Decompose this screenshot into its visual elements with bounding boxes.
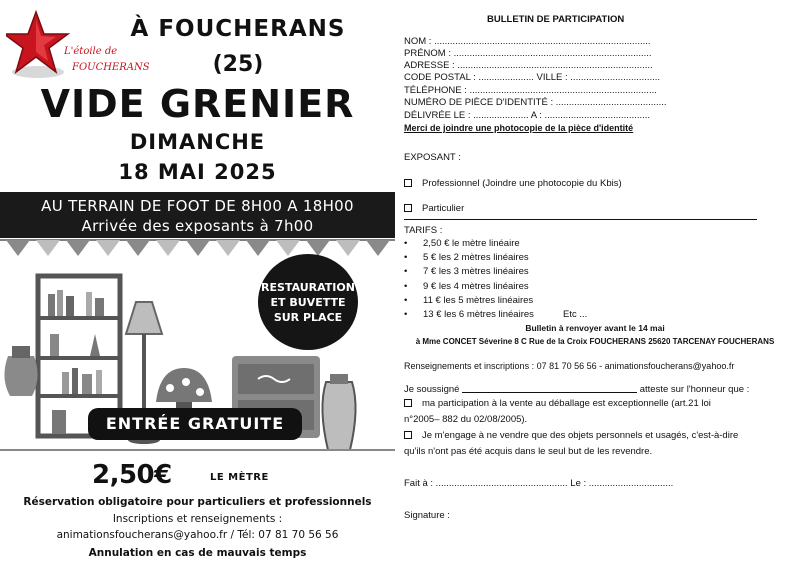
event-title: VIDE GRENIER [40, 82, 355, 126]
logo-text-line2: FOUCHERANS [72, 62, 150, 73]
form-title: BULLETIN DE PARTICIPATION [487, 14, 625, 25]
venue-hours: AU TERRAIN DE FOOT DE 8H00 A 18H00 [41, 197, 354, 215]
reservation-note: Réservation obligatoire pour particuliers et professionnels [23, 496, 372, 508]
declaration-start: Je soussigné [404, 384, 460, 395]
venue-banner [0, 192, 395, 238]
price-unit: LE MÈTRE [210, 472, 269, 483]
field-telephone[interactable]: TÉLÉPHONE : ....................................................................... [404, 85, 657, 96]
return-deadline: Bulletin à renvoyer avant le 14 mai [525, 323, 665, 333]
tarif-item: • 5 € les 2 mètres linéaires [404, 252, 529, 263]
tarif-etc: Etc ... [563, 309, 588, 320]
tarif-item: • 7 € les 3 mètres linéaires [404, 266, 529, 277]
contact-line: animationsfoucherans@yahoo.fr / Tél: 07 81 70 56 56 [56, 529, 339, 541]
option-professionnel[interactable] [404, 178, 622, 189]
option-particulier[interactable] [404, 203, 464, 214]
inscriptions-label: Inscriptions et renseignements : [112, 513, 283, 525]
badge-line3: SUR PLACE [273, 311, 343, 324]
tarif-item: • 13 € les 6 mètres linéaires [404, 309, 534, 320]
declaration-exceptional[interactable] [404, 398, 711, 409]
tarif-item: • 11 € les 5 mètres linéaires [404, 295, 534, 306]
tarif-text: 13 € les 6 mètres linéaires [423, 309, 534, 320]
signature-field[interactable]: Signature : [404, 510, 450, 521]
exhibitor-arrival: Arrivée des exposants à 7h00 [81, 217, 314, 235]
bunting-flags [0, 240, 395, 256]
restaurant-badge [258, 254, 358, 350]
tarif-text: 11 € les 5 mètres linéaires [423, 295, 534, 306]
vase-right [322, 374, 355, 450]
field-code-postal-ville[interactable]: CODE POSTAL : ..................... VILLE : .................................. [404, 72, 661, 83]
option-professionnel-label: Professionnel (Joindre une photocopie du Kbis) [422, 178, 622, 189]
section-divider [404, 219, 757, 220]
free-entry-label: ENTRÉE GRATUITE [88, 408, 302, 440]
logo-text-line1: L'étoile de [64, 46, 118, 57]
field-piece-identite[interactable]: NUMÉRO DE PIÈCE D'IDENTITÉ : .......................................... [404, 97, 667, 108]
declaration-2b: qu'ils n'ont pas été acquis dans le seul but de les revendre. [404, 446, 653, 457]
id-copy-note: Merci de joindre une photocopie de la pièce d'identité [404, 123, 634, 133]
field-adresse[interactable]: ADRESSE : .......................................................................... [404, 60, 653, 71]
tarif-item: • 2,50 € le mètre linéaire [404, 238, 520, 249]
declaration-2a: Je m'engage à ne vendre que des objets personnels et usagés, c'est-à-dire [422, 430, 739, 441]
field-delivree-le[interactable]: DÉLIVRÉE LE : ..................... A : ........................................ [404, 110, 651, 121]
event-day: DIMANCHE [129, 130, 266, 154]
declaration-personal[interactable] [404, 430, 738, 441]
declaration-line [404, 384, 749, 395]
price-per-meter: 2,50€ [92, 460, 172, 490]
event-department: (25) [212, 52, 264, 77]
tarif-item: • 9 € les 4 mètres linéaires [404, 281, 529, 292]
event-date: 18 MAI 2025 [118, 160, 277, 184]
badge-line2: ET BUVETTE [270, 296, 346, 309]
checkbox-personal[interactable] [404, 431, 412, 439]
field-nom[interactable]: NOM : .................................................................................. [404, 36, 651, 47]
badge-line1: RESTAURATION [261, 281, 355, 294]
participation-form [395, 0, 800, 566]
declaration-1b: n°2005– 882 du 02/08/2005). [404, 414, 528, 425]
checkbox-professionnel[interactable] [404, 179, 412, 187]
return-address: à Mme CONCET Séverine 8 C Rue de la Croix FOUCHERANS 25620 TARCENAY FOUCHERANS [415, 337, 775, 346]
cancellation-note: Annulation en cas de mauvais temps [88, 547, 307, 559]
fait-a-field[interactable]: Fait à : .................................................. Le : ................................ [404, 478, 674, 489]
vase-left [4, 346, 37, 396]
declaration-name-blank[interactable] [462, 392, 637, 393]
tarifs-label: TARIFS : [404, 225, 443, 236]
field-prenom[interactable]: PRÉNOM : ........................................................................... [404, 48, 652, 59]
checkbox-exceptional[interactable] [404, 399, 412, 407]
checkbox-particulier[interactable] [404, 204, 412, 212]
event-poster [0, 0, 395, 566]
tarif-text: 5 € les 2 mètres linéaires [423, 252, 529, 263]
option-particulier-label: Particulier [422, 203, 465, 214]
declaration-1a: ma participation à la vente au déballage est exceptionnelle (art.21 loi [422, 398, 711, 409]
tarif-text: 9 € les 4 mètres linéaires [423, 281, 529, 292]
event-location: À FOUCHERANS [130, 16, 346, 42]
exposant-label: EXPOSANT : [404, 152, 461, 163]
tarif-text: 7 € les 3 mètres linéaires [423, 266, 529, 277]
tarif-text: 2,50 € le mètre linéaire [423, 238, 520, 249]
declaration-end: atteste sur l'honneur que : [639, 384, 750, 395]
info-contact: Renseignements et inscriptions : 07 81 70 56 56 - animationsfoucherans@yahoo.fr [404, 361, 735, 371]
